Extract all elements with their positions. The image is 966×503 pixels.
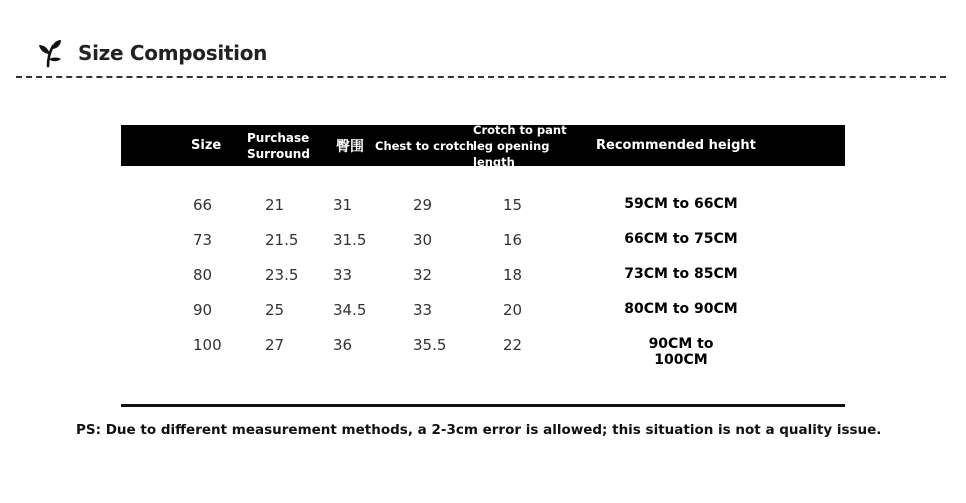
cell-chest: 33 xyxy=(413,301,433,319)
cell-crotch: 16 xyxy=(503,231,523,249)
cell-size: 66 xyxy=(193,196,213,214)
cell-purchase: 27 xyxy=(265,336,285,354)
section-header xyxy=(34,36,267,70)
cell-crotch: 15 xyxy=(503,196,523,214)
cell-chest: 35.5 xyxy=(413,336,447,354)
cell-crotch: 20 xyxy=(503,301,523,319)
header-chest-to-crotch: Chest to crotch xyxy=(375,138,475,153)
cell-chest: 30 xyxy=(413,231,433,249)
cell-height: 90CM to 100CM xyxy=(648,336,714,368)
cell-height: 59CM to 66CM xyxy=(624,196,738,212)
cell-purchase: 23.5 xyxy=(265,266,299,284)
header-size: Size xyxy=(191,138,222,153)
section-title: Size Composition xyxy=(78,41,268,65)
table-row xyxy=(121,336,845,371)
cell-height: 73CM to 85CM xyxy=(624,266,738,282)
cell-hip: 31 xyxy=(333,196,353,214)
cell-size: 80 xyxy=(193,266,213,284)
cell-size: 73 xyxy=(193,231,213,249)
cell-size: 100 xyxy=(193,336,222,354)
table-body xyxy=(121,166,845,366)
cell-size: 90 xyxy=(193,301,213,319)
cell-crotch: 22 xyxy=(503,336,523,354)
measurement-note: PS: Due to different measurement methods, a 2-3cm error is allowed; this situation is not a quality issue. xyxy=(76,422,882,438)
cell-chest: 29 xyxy=(413,196,433,214)
cell-hip: 33 xyxy=(333,266,353,284)
header-hip: 臀围 xyxy=(336,138,364,155)
cell-purchase: 21 xyxy=(265,196,285,214)
cell-purchase: 21.5 xyxy=(265,231,299,249)
table-header xyxy=(121,122,845,169)
table-row xyxy=(121,196,845,231)
cell-chest: 32 xyxy=(413,266,433,284)
cell-purchase: 25 xyxy=(265,301,285,319)
dashed-divider xyxy=(16,76,946,78)
sprout-icon xyxy=(34,37,66,69)
size-table xyxy=(121,122,845,368)
header-crotch-to-leg: Crotch to pant leg opening length xyxy=(473,122,567,169)
cell-hip: 31.5 xyxy=(333,231,367,249)
table-bottom-rule xyxy=(121,404,845,407)
table-row xyxy=(121,231,845,266)
cell-crotch: 18 xyxy=(503,266,523,284)
cell-height: 66CM to 75CM xyxy=(624,231,738,247)
cell-hip: 34.5 xyxy=(333,301,367,319)
cell-height: 80CM to 90CM xyxy=(624,301,738,317)
header-purchase-surround: Purchase Surround xyxy=(247,130,310,161)
header-recommended-height: Recommended height xyxy=(596,138,756,153)
table-row xyxy=(121,266,845,301)
table-row xyxy=(121,301,845,336)
cell-hip: 36 xyxy=(333,336,353,354)
